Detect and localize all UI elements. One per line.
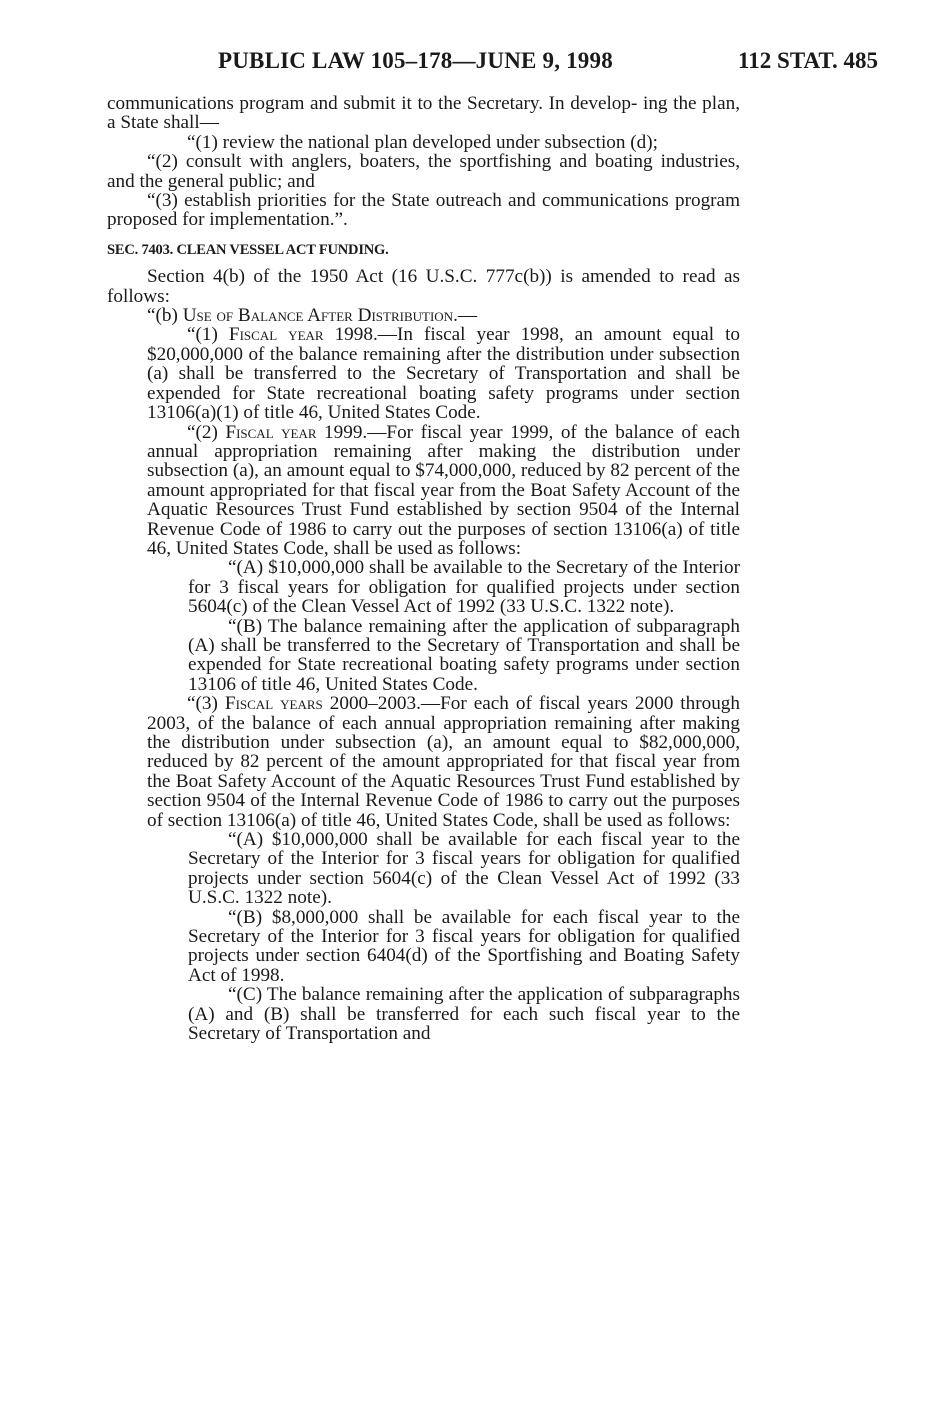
header-title: PUBLIC LAW 105–178—JUNE 9, 1998 [218,48,613,73]
small-caps-heading: Fiscal years 2000–2003 [224,693,417,715]
paragraph-fy2000-2003 [107,694,740,830]
text-fragment: “(1) [187,324,229,346]
section-heading: SEC. 7403. CLEAN VESSEL ACT FUNDING. [107,241,389,258]
subparagraph-b-1999: “(B) The balance remaining after the application of subparagraph (A) shall be transferred to the Secretary of Transportation and shall be expended for State recreational boating safety programs under section 13106 of title 46, United States Code. [188,615,740,695]
small-caps-heading: Fiscal year 1999 [225,421,363,443]
subparagraph-c-2000: “(C) The balance remaining after the application of subparagraphs (A) and (B) shall be transferred for each such fiscal year to the Secretary of Transportation and [188,984,740,1045]
text-fragment: .— [453,305,478,327]
small-caps-heading: Fiscal year 1998 [228,324,373,346]
paragraph-item-3: “(3) establish priorities for the State outreach and communications program proposed for implementation.”. [107,190,740,231]
small-caps-heading: Use of Balance After Distribution [182,305,454,327]
paragraph-fy1998 [107,325,740,422]
text-fragment: .—For each of fiscal years 2000 through 2003, of the balance of each annual appropriation remaining after making the distribution under subsection (a), an amount equal to $82,000,000, reduced by 82 percent of the amount appropriated for that fiscal year from the Boat Safety Account of the Aquatic Resources Trust Fund established by section 9504 of the Internal Revenue Code of 1986 to carry out the purposes of section 13106(a) of title 46, United States Code, shall be used as follows: [147,693,740,831]
paragraph-section-intro: Section 4(b) of the 1950 Act (16 U.S.C. 777c(b)) is amended to read as follows: [107,266,740,307]
paragraph-item-2: “(2) consult with anglers, boaters, the sportfishing and boating industries, and the general public; and [107,151,740,192]
paragraph-item-1: “(1) review the national plan developed under subsection (d); [187,131,658,153]
page-header [0,44,948,80]
header-stat-citation: 112 STAT. 485 [738,48,878,73]
subparagraph-a-1999: “(A) $10,000,000 shall be available to the Secretary of the Interior for 3 fiscal years for obligation for qualified projects under section 5604(c) of the Clean Vessel Act of 1992 (33 U.S.C. 1322 note). [188,557,740,618]
text-fragment: .—In fiscal year 1998, an amount equal to $20,000,000 of the balance remaining after the distribution under subsection (a) shall be transferred to the Secretary of Transportation and shall be expended for State recreational boating safety programs under section 13106(a)(1) of title 46, United States Code. [147,324,740,424]
document-body [107,94,740,1044]
text-fragment: “(3) [187,693,225,715]
paragraph-fy1999 [107,423,740,559]
subparagraph-b-2000: “(B) $8,000,000 shall be available for each fiscal year to the Secretary of the Interior for 3 fiscal years for obligation for qualified projects under section 6404(d) of the Sportfishing and Boating Safety Act of 1998. [188,906,740,986]
subsection-heading-b [107,306,740,325]
text-fragment: “(2) [187,421,226,443]
text-line: ing the plan, a State shall— [107,93,740,134]
text-fragment: .—For fiscal year 1999, of the balance of each annual appropriation remaining after making the distribution under subsection (a), an amount equal to $74,000,000, reduced by 82 percent of the amount appropriated for that fiscal year from the Boat Safety Account of the Aquatic Resources Trust Fund established by section 9504 of the Internal Revenue Code of 1986 to carry out the purposes of section 13106(a) of title 46, United States Code, shall be used as follows: [147,421,741,559]
text-fragment: “(b) [147,305,183,327]
subparagraph-a-2000: “(A) $10,000,000 shall be available for each fiscal year to the Secretary of the Interior for 3 fiscal years for obligation for qualified projects under section 5604(c) of the Clean Vessel Act of 1992 (33 U.S.C. 1322 note). [188,829,740,909]
text-line: communications program and submit it to the Secretary. In develop- [107,93,638,114]
paragraph-continued [107,94,740,133]
